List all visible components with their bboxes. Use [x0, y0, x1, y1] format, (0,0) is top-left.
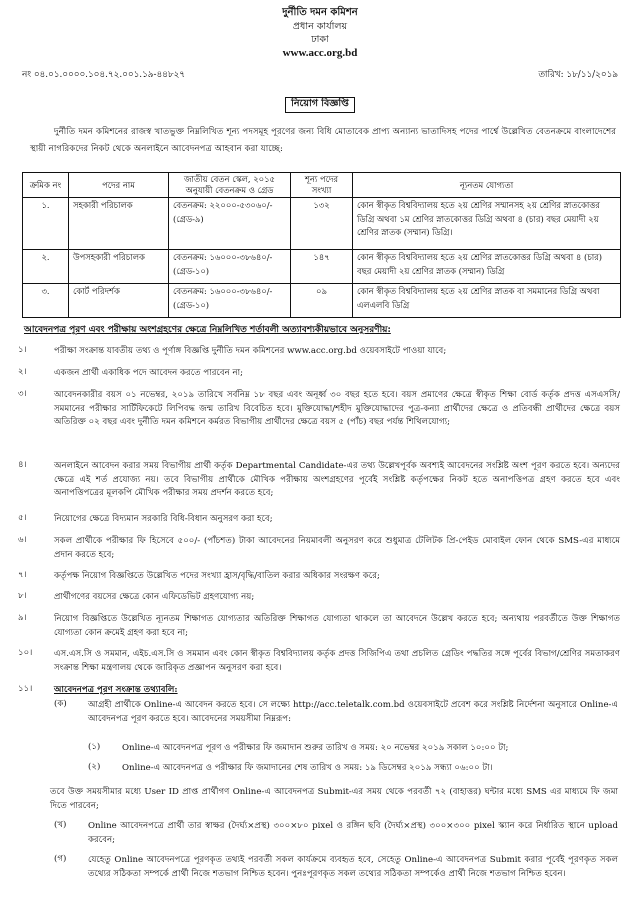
sub-item-label: (ক)	[54, 699, 67, 709]
condition-text: প্রার্থীগণের বয়সের ক্ষেত্রে কোন এফিডেভিট গ্রহণযোগ্য নয়;	[54, 592, 255, 602]
condition-number: ১।	[18, 345, 27, 355]
notice-date: তারিখ: ১৮/১১/২০১৯	[538, 70, 618, 80]
intro-paragraph: দুর্নীতি দমন কমিশনের রাজস্ব খাতভুক্ত নিম্নলিখিত শূন্য পদসমূহ পূরণের জন্য বিধি মোতাবেক প্রাপ্য অন্যান্য ভাতাদিসহ পদের পার্শ্বে উল্লেখিত বেতনক্রমে বাংলাদেশের স্থায়ী নাগরিকদের নিকট থেকে অনলাইনে আবেদনপত্র আহবান করা যাচ্ছে:	[30, 127, 616, 154]
vacancy-cell: ১৪৭	[291, 250, 353, 284]
scale-cell: বেতনক্রম: ১৬০০০-৩৮৬৪০/- (গ্রেড-১০)	[169, 284, 291, 318]
condition-number: ৩।	[18, 389, 27, 399]
sms-note-text: তবে উক্ত সময়সীমার মধ্যে User ID প্রাপ্ত প্রার্থীগণ Online-এ আবেদনপত্র Submit-এর সময় থেকে পরবর্তী ৭২ (বাহাত্তর) ঘন্টার মধ্যে SMS এর মাধ্যমে ফি জমা দিতে পারবেন;	[50, 787, 618, 811]
condition-number: ১১।	[18, 684, 33, 694]
table-row	[23, 198, 621, 250]
condition-text: এস.এস.সি ও সমমান, এইচ.এস.সি ও সমমান এবং কোন স্বীকৃত বিশ্ববিদ্যালয় কর্তৃক প্রদত্ত সিজিপিএ তথা প্রচলিত গ্রেডিং পদ্ধতির সঙ্গে পূর্বের বিভাগ/শ্রেণির সমতাকরণ সংক্রান্ত শিক্ষা মন্ত্রণালয় থেকে জারিকৃত প্রজ্ঞাপন অনুসরণ করা হবে।	[54, 649, 620, 673]
serial-cell: ১.	[23, 198, 69, 250]
serial-cell: ৩.	[23, 284, 69, 318]
condition-number: ৬।	[18, 535, 27, 545]
post-cell: কোর্ট পরিদর্শক	[69, 284, 169, 318]
timeline-label: (১)	[88, 742, 101, 752]
col-serial: ক্রমিক নং	[23, 173, 69, 198]
table-header-row	[23, 173, 621, 198]
qualification-cell: কোন স্বীকৃত বিশ্ববিদ্যালয় হতে ২য় শ্রেণির সম্মানসহ ২য় শ্রেণির স্নাতকোত্তর ডিগ্রি অথবা ১ম শ্রেণির স্নাতকোত্তর ডিগ্রি অথবা ৪ (চার) বছর মেয়াদী ২য় শ্রেণির স্নাতক (সম্মান) ডিগ্রি।	[353, 198, 621, 250]
sub-item-text: Online আবেদনপত্রে প্রার্থী তার স্বাক্ষর (দৈর্ঘ্য×প্রস্থ) ৩০০×৮০ pixel ও রঙ্গিন ছবি (দৈর্ঘ্য×প্রস্থ) ৩০০×৩০০ pixel স্ক্যান করে নির্ধারিত স্থানে upload করবেন;	[88, 821, 618, 845]
condition-number: ১০।	[18, 648, 33, 658]
condition-number: ২।	[18, 367, 27, 377]
website-link[interactable]: www.acc.org.bd	[282, 47, 358, 59]
timeline-text: Online-এ আবেদনপত্র পূরণ ও পরীক্ষার ফি জমাদান শুরুর তারিখ ও সময়: ২০ নভেম্বর ২০১৯ সকাল ১০:০০ টা;	[122, 743, 509, 753]
scale-cell: বেতনক্রম: ১৬০০০-৩৮৬৪০/- (গ্রেড-১০)	[169, 250, 291, 284]
posts-table	[22, 172, 621, 318]
col-qualification: ন্যূনতম যোগ্যতা	[353, 173, 621, 198]
sub-item-label: (গ)	[54, 854, 67, 864]
city-name: ঢাকা	[311, 34, 329, 45]
memo-number: নং ০৪.০১.০০০০.১০৪.৭২.০০১.১৯-৪৪৮২৭	[22, 70, 186, 80]
condition-text: একজন প্রার্থী একাধিক পদে আবেদন করতে পারবেন না;	[54, 368, 244, 378]
qualification-cell: কোন স্বীকৃত বিশ্ববিদ্যালয় হতে ২য় শ্রেণির স্নাতকোত্তর ডিগ্রি অথবা ৪ (চার) বছর মেয়াদী ২য় শ্রেণির স্নাতক (সম্মান) ডিগ্রি	[353, 250, 621, 284]
sub-item-label: (খ)	[54, 820, 67, 830]
serial-cell: ২.	[23, 250, 69, 284]
condition-number: ৯।	[18, 613, 27, 623]
condition-text: অনলাইনে আবেদন করার সময় বিভাগীয় প্রার্থী কর্তৃক Departmental Candidate-এর তথ্য উল্লেখপূর্বক অবশ্যই আবেদনের সংশ্লিষ্ট অংশ পূরণ করতে হবে। অন্যদের ক্ষেত্রে এই শর্ত প্রযোজ্য নয়। তবে বিভাগীয় প্রার্থীকে মৌখিক পরীক্ষায় অংশগ্রহণের পূর্বেই সংশ্লিষ্ট কর্তৃপক্ষের নিকট হতে অনাপত্তিপত্র গ্রহণ করতে হবে এবং অনাপত্তিপত্রের মূলকপি মৌখিক পরীক্ষার সময় প্রদর্শন করতে হবে;	[54, 461, 620, 499]
table-row	[23, 284, 621, 318]
col-vacancy: শূন্য পদের সংখ্যা	[291, 173, 353, 198]
condition-text: সকল প্রার্থীকে পরীক্ষার ফি হিসেবে ৫০০/- (পাঁচশত) টাকা আবেদনের নিয়মাবলী অনুসরণ করে শুধুমাত্র টেলিটক প্রি-পেইড মোবাইল ফোন থেকে SMS-এর মাধ্যমে প্রদান করতে হবে;	[54, 536, 620, 560]
col-scale: জাতীয় বেতন স্কেল, ২০১৫ অনুযায়ী বেতনক্রম ও গ্রেড	[169, 173, 291, 198]
scale-cell: বেতনক্রম: ২২০০০-৫৩০৬০/- (গ্রেড-৯)	[169, 198, 291, 250]
post-cell: সহকারী পরিচালক	[69, 198, 169, 250]
org-name: দুর্নীতি দমন কমিশন	[282, 7, 358, 18]
table-row	[23, 250, 621, 284]
notice-title-text: নিয়োগ বিজ্ঞপ্তি	[285, 97, 355, 113]
col-post: পদের নাম	[69, 173, 169, 198]
vacancy-cell: ১৩২	[291, 198, 353, 250]
condition-text: নিয়োগ বিজ্ঞপ্তিতে উল্লেখিত ন্যূনতম শিক্ষাগত যোগ্যতার অতিরিক্ত শিক্ষাগত যোগ্যতা থাকলে তা আবেদনে উল্লেখ করতে হবে; অন্যথায় পরবর্তীতে উক্ত শিক্ষাগত যোগ্যতা কোন ক্রমেই গ্রহণ করা হবে না;	[54, 614, 620, 638]
timeline-text: Online-এ আবেদনপত্র ও পরীক্ষার ফি জমাদানের শেষ তারিখ ও সময়: ১৯ ডিসেম্বর ২০১৯ সন্ধ্যা ০৬:০০ টা।	[122, 763, 493, 773]
condition-text: আবেদনপত্র পূরণ সংক্রান্ত তথ্যাবলি:	[54, 685, 178, 695]
condition-number: ৪।	[18, 460, 27, 470]
letterhead	[0, 6, 640, 61]
condition-text: কর্তৃপক্ষ নিয়োগ বিজ্ঞপ্তিতে উল্লেখিত পদের সংখ্যা হ্রাস/বৃদ্ধি/বাতিল করার অধিকার সংরক্ষণ করে;	[54, 571, 380, 581]
conditions-heading: আবেদনপত্র পূরণ এবং পরীক্ষায় অংশগ্রহণের ক্ষেত্রে নিম্নলিখিত শর্তাবলী অত্যাবশ্যকীয়ভাবে অনুসরণীয়:	[24, 325, 391, 335]
condition-number: ৮।	[18, 591, 27, 601]
condition-text: পরীক্ষা সংক্রান্ত যাবতীয় তথ্য ও পূর্ণাঙ্গ বিজ্ঞপ্তি দুর্নীতি দমন কমিশনের www.acc.org.bd ওয়েবসাইটে পাওয়া যাবে;	[54, 346, 447, 356]
sub-item-text: যেহেতু Online আবেদনপত্রে পূরণকৃত তথ্যই পরবর্তী সকল কার্যক্রমে ব্যবহৃত হবে, সেহেতু Online-এ আবেদনপত্র Submit করার পূর্বেই পূরণকৃত সকল তথ্যের সঠিকতা সম্পর্কে প্রার্থী নিজে শতভাগ নিশ্চিত হবেন। পুনঃপূরণকৃত সকল তথ্যের সঠিকতা সম্পর্কেও প্রার্থী নিজে শতভাগ নিশ্চিত হবেন।	[88, 855, 618, 879]
condition-number: ৫।	[18, 513, 27, 523]
timeline-label: (২)	[88, 762, 101, 772]
notice-title	[0, 97, 640, 113]
qualification-cell: কোন স্বীকৃত বিশ্ববিদ্যালয় হতে ২য় শ্রেণির স্নাতক বা সমমানের ডিগ্রি অথবা এলএলবি ডিগ্রি	[353, 284, 621, 318]
reference-line	[22, 70, 618, 82]
vacancy-cell: ০৯	[291, 284, 353, 318]
condition-number: ৭।	[18, 570, 27, 580]
sub-item-text: আগ্রহী প্রার্থীকে Online-এ আবেদন করতে হবে। সে লক্ষ্যে http://acc.teletalk.com.bd ওয়েবসাইটে প্রবেশ করে সংশ্লিষ্ট নির্দেশনা অনুসারে Online-এ আবেদনপত্র পূরণ করতে হবে। আবেদনের সময়সীমা নিম্নরূপ:	[88, 700, 618, 724]
condition-text: নিয়োগের ক্ষেত্রে বিদ্যমান সরকারি বিধি-বিধান অনুসরণ করা হবে;	[54, 514, 273, 524]
condition-text: আবেদনকারীর বয়স ০১ নভেম্বর, ২০১৯ তারিখে সর্বনিম্ন ১৮ বছর এবং অনূর্ধ্ব ৩০ বছর হতে হবে। বয়স প্রমাণের ক্ষেত্রে স্বীকৃত শিক্ষা বোর্ড কর্তৃক প্রদত্ত এসএসসি/সমমানের পরীক্ষার সার্টিফিকেটে লিপিবদ্ধ জন্ম তারিখ বিবেচিত হবে। মুক্তিযোদ্ধা/শহীদ মুক্তিযোদ্ধাদের পুত্র-কন্যা প্রার্থীদের ক্ষেত্রে ও প্রতিবন্ধী প্রার্থীদের ক্ষেত্রে বয়স অতিরিক্ত ০২ বছর এবং দুর্নীতি দমন কমিশনে কর্মরত বিভাগীয় প্রার্থীদের ক্ষেত্রে বয়স ৫ (পাঁচ) বছর পর্যন্ত শিথিলযোগ্য;	[54, 390, 620, 428]
post-cell: উপসহকারী পরিচালক	[69, 250, 169, 284]
office-name: প্রধান কার্যালয়	[292, 21, 348, 32]
